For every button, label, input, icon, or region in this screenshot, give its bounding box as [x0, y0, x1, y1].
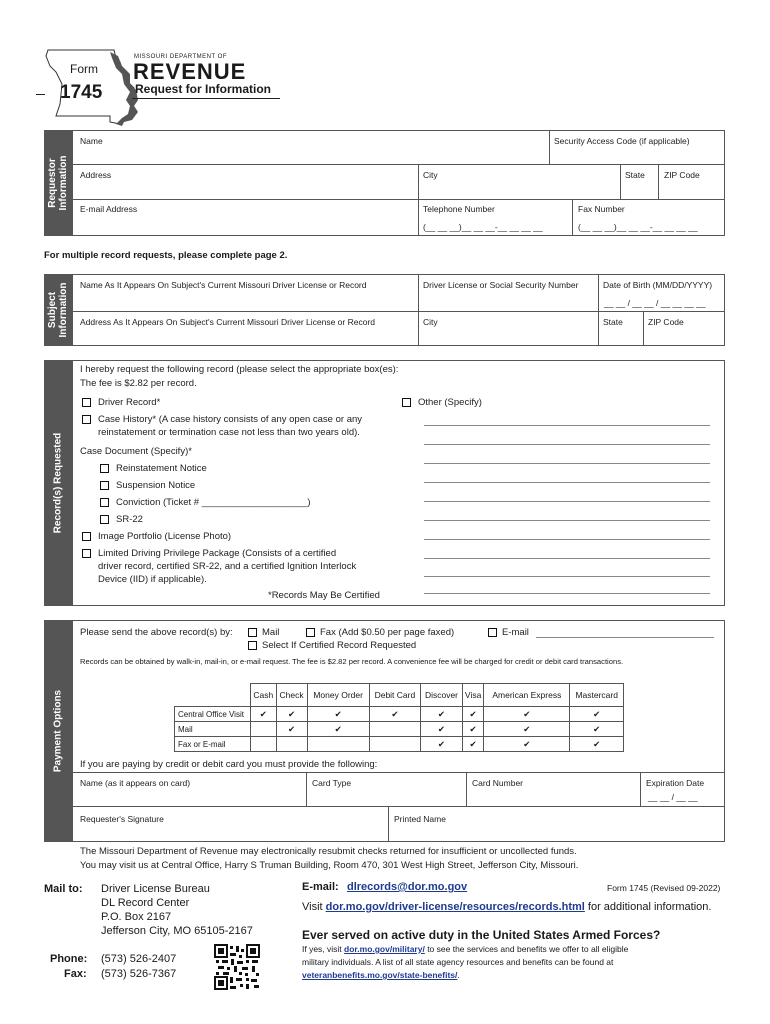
- subject-city-label: City: [423, 317, 438, 327]
- military-link[interactable]: dor.mo.gov/military/: [344, 944, 425, 954]
- other-line[interactable]: [424, 444, 710, 445]
- email-option-label: E-mail: [502, 627, 529, 638]
- payment-info: Records can be obtained by walk-in, mail-in, or e-mail request. The fee is $2.82 per record. A convenience fee will be charged for credit or debit card transactions.: [80, 657, 624, 666]
- card-note: If you are paying by credit or debit card you must provide the following:: [80, 759, 378, 770]
- sr22-checkbox[interactable]: [100, 515, 109, 524]
- conviction-label: Conviction (Ticket # ____________________): [116, 497, 311, 508]
- footer-email-label: E-mail:: [302, 881, 339, 893]
- send-by-label: Please send the above record(s) by:: [80, 627, 233, 638]
- card-name-label: Name (as it appears on card): [80, 778, 191, 788]
- reinstatement-label: Reinstatement Notice: [116, 463, 207, 474]
- records-page-link[interactable]: dor.mo.gov/driver-license/resources/records.html: [325, 901, 585, 913]
- payment-row-label: Central Office Visit: [175, 707, 251, 722]
- other-line[interactable]: [424, 501, 710, 502]
- payment-cell: ✔: [369, 707, 420, 722]
- payment-column-header: Cash: [251, 684, 277, 707]
- payment-cell: ✔: [421, 707, 463, 722]
- image-portfolio-label: Image Portfolio (License Photo): [98, 531, 232, 542]
- payment-cell: [276, 737, 307, 752]
- mail-to-label: Mail to:: [44, 883, 83, 895]
- case-history-desc: reinstatement or termination case not less than two years old).: [98, 427, 360, 438]
- ldp-desc-line2: driver record, certified SR-22, and a certified Ignition Interlock: [98, 561, 357, 572]
- visit-note: You may visit us at Central Office, Harry S Truman Building, Room 470, 301 West High Street, Jefferson City, Missouri.: [80, 860, 579, 871]
- form-number: 1745: [60, 82, 103, 103]
- other-line[interactable]: [424, 482, 710, 483]
- dob-label: Date of Birth (MM/DD/YYYY): [603, 280, 713, 290]
- payment-column-header: American Express: [484, 684, 570, 707]
- visit-line: Visit dor.mo.gov/driver-license/resources/records.html for additional information.: [302, 901, 712, 913]
- ldp-desc-line3: Device (IID) if applicable).: [98, 574, 207, 585]
- subject-name-label: Name As It Appears On Subject's Current Missouri Driver License or Record: [80, 280, 367, 290]
- signature-label: Requester's Signature: [80, 814, 164, 824]
- security-code-label: Security Access Code (if applicable): [554, 136, 690, 146]
- mail-label: Mail: [262, 627, 280, 638]
- payment-row: [175, 722, 624, 737]
- state-label: State: [625, 170, 645, 180]
- records-fee: The fee is $2.82 per record.: [80, 378, 197, 389]
- printed-name-label: Printed Name: [394, 814, 446, 824]
- certified-label: Select If Certified Record Requested: [262, 640, 417, 651]
- fax-option-label: Fax (Add $0.50 per page faxed): [320, 627, 455, 638]
- ldp-label: Limited Driving Privilege Package (Consists of a certified: [98, 548, 337, 559]
- driver-record-checkbox[interactable]: [82, 398, 91, 407]
- resubmit-note: The Missouri Department of Revenue may electronically resubmit checks returned for insufficient or uncollected funds.: [80, 846, 577, 857]
- telephone-input[interactable]: (__ __ __)__ __ __-__ __ __ __: [423, 222, 543, 232]
- payment-row-label: Mail: [175, 722, 251, 737]
- case-history-label: Case History* (A case history consists of any open case or any: [98, 414, 363, 425]
- certified-note: *Records May Be Certified: [268, 590, 380, 601]
- fax-checkbox[interactable]: [306, 628, 315, 637]
- reinstatement-checkbox[interactable]: [100, 464, 109, 473]
- expiration-label: Expiration Date: [646, 778, 705, 788]
- payment-cell: [251, 737, 277, 752]
- fax-label-footer: Fax:: [64, 968, 87, 980]
- payment-cell: ✔: [570, 722, 624, 737]
- dl-ssn-label: Driver License or Social Security Number: [423, 280, 579, 290]
- fax-number: (573) 526-7367: [101, 968, 177, 980]
- qr-code[interactable]: [214, 944, 260, 990]
- veteran-benefits-link[interactable]: veteranbenefits.mo.gov/state-benefits/: [302, 970, 458, 980]
- phone-number: (573) 526-2407: [101, 953, 177, 965]
- form-revision: Form 1745 (Revised 09-2022): [607, 883, 721, 893]
- subject-state-label: State: [603, 317, 623, 327]
- card-number-label: Card Number: [472, 778, 524, 788]
- form-word: Form: [70, 62, 98, 76]
- payment-column-header: Discover: [421, 684, 463, 707]
- payment-options-table: [174, 683, 624, 752]
- payment-cell: [251, 722, 277, 737]
- mail-address-line2: DL Record Center: [101, 897, 190, 909]
- conviction-checkbox[interactable]: [100, 498, 109, 507]
- payment-cell: ✔: [462, 722, 483, 737]
- fax-label: Fax Number: [578, 204, 625, 214]
- armed-forces-line1: If yes, visit dor.mo.gov/military/ to see the services and benefits we offer to all eligible: [302, 944, 629, 954]
- records-intro: I hereby request the following record (please select the appropriate box(es):: [80, 364, 399, 375]
- dept-line1: MISSOURI DEPARTMENT OF: [134, 54, 228, 60]
- other-line[interactable]: [424, 539, 710, 540]
- mail-checkbox[interactable]: [248, 628, 257, 637]
- armed-forces-line2: military individuals. A list of all state agency resources and benefits can be found at: [302, 957, 614, 967]
- other-checkbox[interactable]: [402, 398, 411, 407]
- card-type-label: Card Type: [312, 778, 352, 788]
- email-address-line[interactable]: [536, 637, 714, 638]
- title-underline: [132, 98, 280, 99]
- email-checkbox[interactable]: [488, 628, 497, 637]
- payment-cell: ✔: [570, 707, 624, 722]
- payment-row: [175, 707, 624, 722]
- name-label: Name: [80, 136, 103, 146]
- other-line[interactable]: [424, 558, 710, 559]
- other-line[interactable]: [424, 576, 710, 577]
- certified-checkbox[interactable]: [248, 641, 257, 650]
- payment-column-header: Check: [276, 684, 307, 707]
- payment-row-label: Fax or E-mail: [175, 737, 251, 752]
- ldp-checkbox[interactable]: [82, 549, 91, 558]
- other-line[interactable]: [424, 593, 710, 594]
- requestor-tab: Requestor Information: [44, 130, 72, 236]
- mail-address-line1: Driver License Bureau: [101, 883, 210, 895]
- payment-cell: ✔: [307, 722, 369, 737]
- page-title: Request for Information: [135, 82, 272, 96]
- armed-forces-heading: Ever served on active duty in the United States Armed Forces?: [302, 928, 661, 942]
- mail-address-line3: P.O. Box 2167: [101, 911, 172, 923]
- suspension-label: Suspension Notice: [116, 480, 196, 491]
- suspension-checkbox[interactable]: [100, 481, 109, 490]
- payment-cell: ✔: [276, 722, 307, 737]
- payment-cell: ✔: [484, 722, 570, 737]
- city-label: City: [423, 170, 438, 180]
- fax-input[interactable]: (__ __ __)__ __ __-__ __ __ __: [578, 222, 698, 232]
- payment-cell: ✔: [421, 722, 463, 737]
- payment-cell: ✔: [570, 737, 624, 752]
- payment-column-header: Money Order: [307, 684, 369, 707]
- payment-cell: ✔: [484, 707, 570, 722]
- payment-cell: ✔: [276, 707, 307, 722]
- footer-email-link[interactable]: dlrecords@dor.mo.gov: [347, 881, 468, 893]
- other-line[interactable]: [424, 463, 710, 464]
- dob-input[interactable]: __ __ / __ __ / __ __ __ __: [604, 298, 706, 308]
- telephone-label: Telephone Number: [423, 204, 495, 214]
- subject-address-label: Address As It Appears On Subject's Current Missouri Driver License or Record: [80, 317, 375, 327]
- email-label: E-mail Address: [80, 204, 138, 214]
- payment-cell: ✔: [307, 707, 369, 722]
- dept-logo-revenue: REVENUE: [133, 59, 247, 84]
- payment-cell: [307, 737, 369, 752]
- payment-cell: ✔: [421, 737, 463, 752]
- case-history-checkbox[interactable]: [82, 415, 91, 424]
- subject-zip-label: ZIP Code: [648, 317, 684, 327]
- driver-record-label: Driver Record*: [98, 397, 161, 408]
- other-label: Other (Specify): [418, 397, 482, 408]
- mail-address-line4: Jefferson City, MO 65105-2167: [101, 925, 253, 937]
- sr22-label: SR-22: [116, 514, 143, 525]
- phone-label: Phone:: [50, 953, 88, 965]
- payment-cell: ✔: [484, 737, 570, 752]
- subject-tab: Subject Information: [44, 274, 72, 346]
- payment-cell: [369, 737, 420, 752]
- payment-cell: ✔: [462, 707, 483, 722]
- case-document-label: Case Document (Specify)*: [80, 446, 192, 457]
- other-line[interactable]: [424, 520, 710, 521]
- payment-cell: ✔: [251, 707, 277, 722]
- image-portfolio-checkbox[interactable]: [82, 532, 91, 541]
- form-dash: [36, 94, 45, 95]
- payment-cell: [369, 722, 420, 737]
- payment-row: [175, 737, 624, 752]
- other-line[interactable]: [424, 425, 710, 426]
- payment-column-header: Debit Card: [369, 684, 420, 707]
- zip-label: ZIP Code: [664, 170, 700, 180]
- expiration-input[interactable]: __ __ / __ __: [648, 792, 698, 802]
- armed-forces-line3: veteranbenefits.mo.gov/state-benefits/.: [302, 970, 460, 980]
- multi-request-note: For multiple record requests, please complete page 2.: [44, 250, 288, 261]
- payment-column-header: Visa: [462, 684, 483, 707]
- payment-cell: ✔: [462, 737, 483, 752]
- records-tab: Record(s) Requested: [44, 360, 72, 606]
- address-label: Address: [80, 170, 112, 180]
- payment-column-header: Mastercard: [570, 684, 624, 707]
- payment-tab: Payment Options: [44, 620, 72, 842]
